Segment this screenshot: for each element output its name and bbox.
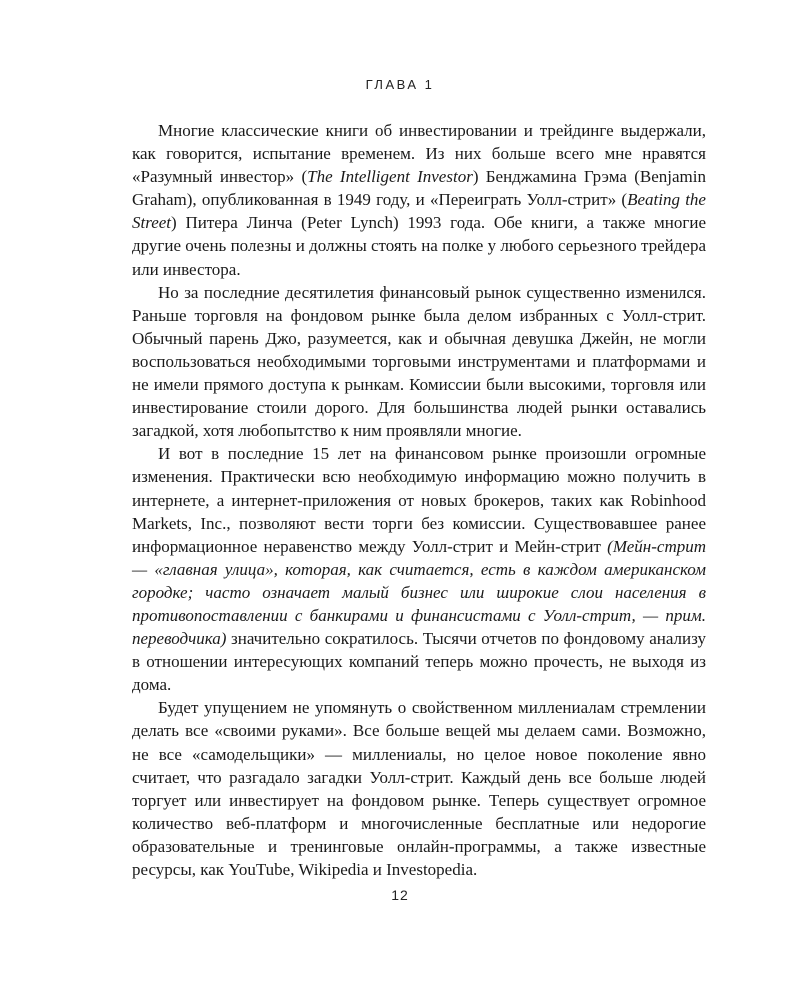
page-number: 12 bbox=[391, 887, 409, 903]
paragraph-1-text-a: Многие классические книги об инвестировании и трейдинге выдержали, как говорится, испытание временем. Из них больше всего мне нравятся «Разумный инвестор» ( bbox=[132, 121, 706, 187]
paragraph-1-text-c: ) Бенджамина Грэма (Benjamin Graham), опубликованная в 1949 году, и «Переиграть Уолл-стрит» ( bbox=[132, 167, 707, 210]
paragraph-3-text-a: И вот в последние 15 лет на финансовом рынке произошли огромные изменения. Практически всю необходимую информацию можно получить в интернете, а интернет-приложения от новых брокеров, таких как Robinhood Markets, Inc., позволяют вести торги без комиссии. Существовавшее ранее информационное неравенство между Уолл-стрит и Мейн-стрит bbox=[132, 444, 706, 556]
paragraph-1-text-e: ) Питера Линча (Peter Lynch) 1993 года. Обе книги, а также многие другие очень полезны и должны стоять на полке у любого серьезного трейдера или инвестора. bbox=[132, 213, 706, 279]
book-title-beating-the-street: Beating the Street bbox=[132, 190, 706, 233]
paragraph-1 bbox=[132, 119, 706, 281]
body-text bbox=[132, 119, 706, 881]
book-title-intelligent-investor: The Intelligent Investor bbox=[307, 167, 473, 187]
paragraph-4: Будет упущением не упомянуть о свойственном миллениалам стремлении делать все «своими руками». Все больше вещей мы делаем сами. Возможно, не все «самодельщики» — миллениалы, но целое новое поколение явно считает, что разгадало загадки Уолл-стрит. Каждый день все больше людей торгует или инвестирует на фондовом рынке. Теперь существует огромное количество веб-платформ и многочисленные бесплатные или недорогие образовательные и тренинговые онлайн-программы, а также известные ресурсы, как YouTube, Wikipedia и Investopedia. bbox=[132, 698, 706, 879]
translator-note: (Мейн-стрит — «главная улица», которая, как считается, есть в каждом американском городке; часто означает малый бизнес или широкие слои населения в противопоставлении с банкирами и финансистами с Уолл-стрит, — прим. переводчика) bbox=[132, 536, 706, 649]
paragraph-3-text-c: значительно сократилось. Тысячи отчетов по фондовому анализу в отношении интересующих компаний теперь можно прочесть, не выходя из дома. bbox=[132, 629, 706, 695]
running-head: ГЛАВА 1 bbox=[365, 77, 435, 92]
paragraph-3 bbox=[132, 442, 706, 696]
paragraph-2: Но за последние десятилетия финансовый рынок существенно изменился. Раньше торговля на фондовом рынке была делом избранных с Уолл-стрит. Обычный парень Джо, разумеется, как и обычная девушка Джейн, не могли воспользоваться необходимыми торговыми инструментами и платформами и не имели прямого доступа к рынкам. Комиссии были высокими, торговля или инвестирование стоили дорого. Для большинства людей рынки оставались загадкой, хотя любопытство к ним проявляли многие. bbox=[132, 282, 706, 441]
